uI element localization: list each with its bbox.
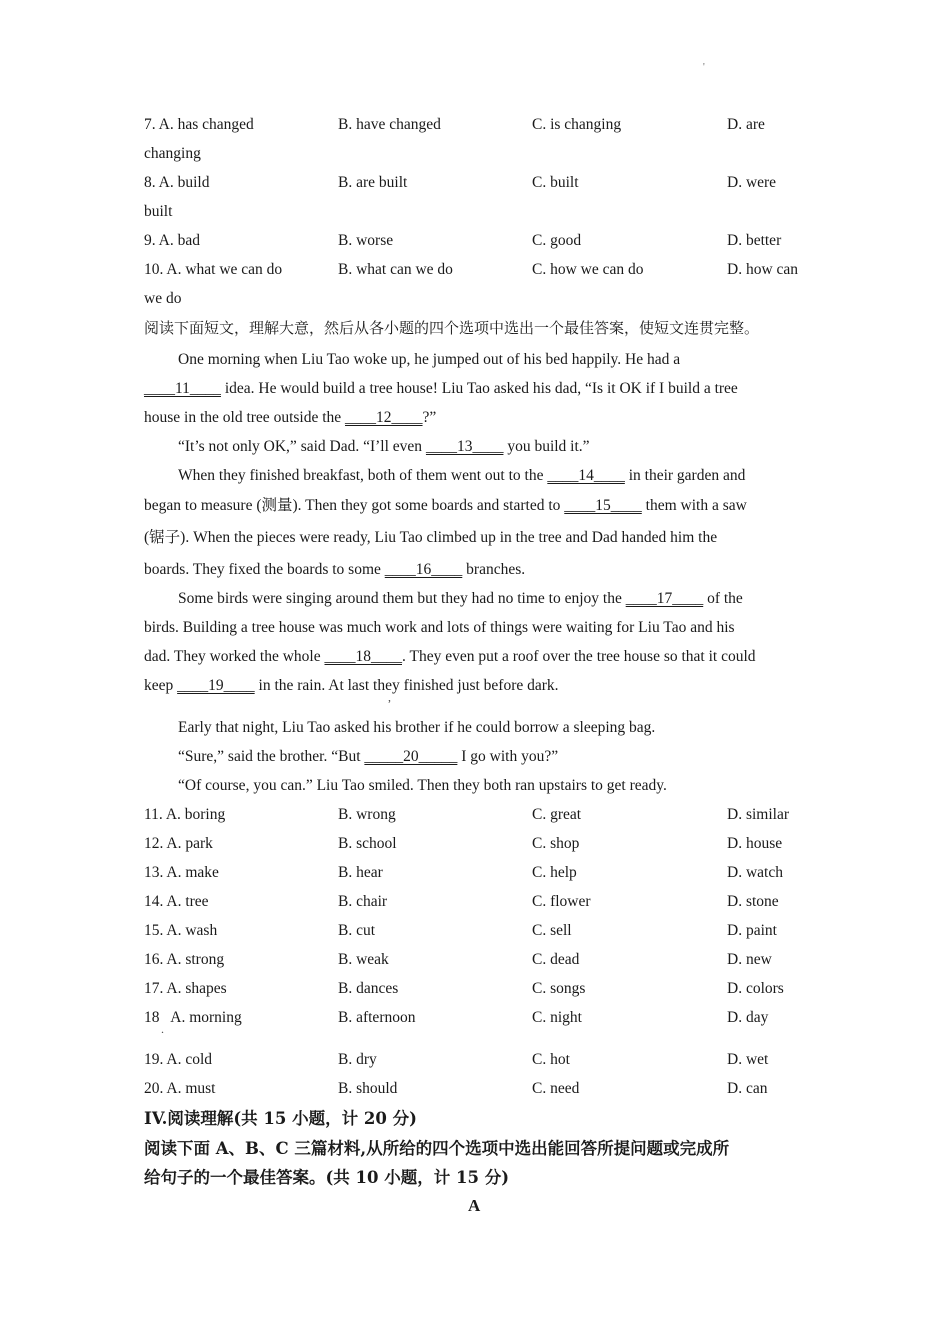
option-b: B. have changed [338,116,441,133]
section-instruction: 给句子的一个最佳答案。(共 10 小题，计 15 分) [144,1168,510,1187]
option-d: D. house [727,835,783,852]
option-c: C. night [532,1009,582,1026]
option-c: C. songs [532,980,586,997]
question-17 [144,979,824,999]
option-c: C. sell [532,922,572,939]
blank-18[interactable]: ____18____ [324,648,402,665]
option-a: 7. A. has changed [144,116,254,133]
option-d: D. can [727,1080,768,1097]
blank-15[interactable]: ____15____ [564,497,642,514]
option-d: D. wet [727,1051,769,1068]
question-12 [144,834,824,854]
passage-line: boards. They fixed the boards to some ____16____ branches. [144,561,526,578]
option-b: B. are built [338,174,408,191]
option-a: 16. A. strong [144,951,225,968]
option-c: C. flower [532,893,591,910]
option-b: B. afternoon [338,1009,416,1026]
option-d: D. similar [727,806,789,823]
passage-line: Some birds were singing around them but they had no time to enjoy the ____17____ of the [178,590,743,607]
option-b: B. what can we do [338,261,453,278]
passage-line: dad. They worked the whole ____18____. They even put a roof over the tree house so that it could [144,648,756,665]
option-a: 9. A. bad [144,232,200,249]
option-b: B. worse [338,232,394,249]
option-b: B. school [338,835,397,852]
cloze-instruction: 阅读下面短文，理解大意，然后从各小题的四个选项中选出一个最佳答案，使短文连贯完整。 [144,319,760,337]
passage-line: “Sure,” said the brother. “But _____20_____ I go with you?” [178,748,559,765]
option-b: B. weak [338,951,389,968]
blank-19[interactable]: ____19____ [177,677,255,694]
blank-16[interactable]: ____16____ [384,561,463,578]
option-c: C. is changing [532,116,622,133]
option-c: C. great [532,806,582,823]
part-label: A [468,1196,481,1215]
passage-line: birds. Building a tree house was much work and lots of things were waiting for Liu Tao and his [144,619,735,636]
option-d-wrap: built [144,203,173,220]
passage-line: One morning when Liu Tao woke up, he jumped out of his bed happily. He had a [178,351,681,368]
option-b: B. hear [338,864,383,881]
option-d: D. day [727,1009,769,1026]
option-b: B. wrong [338,806,396,823]
option-a: 20. A. must [144,1080,216,1097]
option-a: 19. A. cold [144,1051,213,1068]
blank-12[interactable]: ____12____ [345,409,423,426]
option-b: B. chair [338,893,388,910]
option-d: D. stone [727,893,779,910]
blank-14[interactable]: ____14____ [547,467,625,484]
option-d: D. new [727,951,772,968]
blank-17[interactable]: ____17____ [625,590,704,607]
option-d: D. paint [727,922,777,939]
option-a: 15. A. wash [144,922,218,939]
passage-line: Early that night, Liu Tao asked his brother if he could borrow a sleeping bag. [178,719,656,736]
option-a: 18 A. morning [144,1009,242,1026]
option-a: 10. A. what we can do [144,261,283,278]
passage-line: keep ____19____ in the rain. At last they finished just before dark. [144,677,559,694]
passage-line: “It’s not only OK,” said Dad. “I’ll even ____13____ you build it.” [178,438,590,455]
option-d: D. watch [727,864,783,881]
section-title: IV.阅读理解(共 15 小题，计 20 分) [144,1109,417,1128]
option-a: 14. A. tree [144,893,209,910]
option-b: B. cut [338,922,376,939]
option-a: 17. A. shapes [144,980,227,997]
page-mark: ' [703,62,705,73]
option-c: C. hot [532,1051,570,1068]
blank-20[interactable]: _____20_____ [364,748,458,765]
option-c: C. dead [532,951,580,968]
question-14 [144,892,824,912]
option-b: B. should [338,1080,398,1097]
option-c: C. built [532,174,579,191]
question-16 [144,950,824,970]
question-15 [144,921,824,941]
option-c: C. how we can do [532,261,644,278]
question-19 [144,1050,824,1070]
question-13 [144,863,824,883]
question-7 [144,115,824,135]
option-d: D. were [727,174,777,191]
question-20 [144,1079,824,1099]
option-d-wrap: we do [144,290,182,307]
option-c: C. shop [532,835,580,852]
passage-line: (锯子). When the pieces were ready, Liu Tao climbed up in the tree and Dad handed him the [144,529,718,546]
option-d: D. better [727,232,782,249]
question-8 [144,173,824,193]
option-d: D. are [727,116,765,133]
blank-13[interactable]: ____13____ [425,438,504,455]
stray-mark: , [388,690,391,704]
option-c: C. good [532,232,582,249]
question-11 [144,805,824,825]
passage-line: When they finished breakfast, both of them went out to the ____14____ in their garden and [178,467,746,484]
option-c: C. help [532,864,577,881]
option-d: D. how can [727,261,799,278]
section-instruction: 阅读下面 A、B、C 三篇材料,从所给的四个选项中选出能回答所提问题或完成所 [144,1139,730,1158]
passage-line: house in the old tree outside the ____12____?” [144,409,437,426]
option-a: 11. A. boring [144,806,226,823]
option-a: 13. A. make [144,864,219,881]
question-9 [144,231,824,251]
option-b: B. dry [338,1051,377,1068]
option-d-wrap: changing [144,145,201,162]
blank-11[interactable]: ____11____ [144,380,221,397]
option-a: 12. A. park [144,835,213,852]
option-c: C. need [532,1080,580,1097]
question-10 [144,260,824,280]
passage-line: “Of course, you can.” Liu Tao smiled. Then they both ran upstairs to get ready. [178,777,667,794]
passage-line: began to measure (测量). Then they got some boards and started to ____15____ them with a saw [144,497,747,514]
question-18 [144,1008,824,1028]
option-a: 8. A. build [144,174,210,191]
option-d: D. colors [727,980,784,997]
option-b: B. dances [338,980,399,997]
passage-line: ____11____ idea. He would build a tree house! Liu Tao asked his dad, “Is it OK if I build a tree [144,380,738,397]
stray-mark: . [161,1022,164,1036]
